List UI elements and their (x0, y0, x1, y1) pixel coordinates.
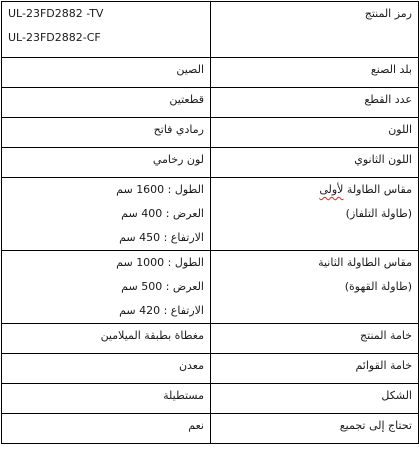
spec-label-assembly: تحتاج إلى تجميع (211, 414, 419, 444)
spec-label-color: اللون (211, 118, 419, 148)
spec-label-product-code: رمز المنتج (211, 2, 419, 58)
spec-row-secondary-color (2, 148, 419, 178)
table-one-label-prefix: مقاس الطاولة (343, 183, 412, 196)
table-one-width: العرض : 400 سم (121, 207, 204, 220)
spec-value-table-one (2, 178, 211, 251)
table-one-label-line1 (217, 178, 412, 202)
table-two-label-line1: مقاس الطاولة الثانية (318, 256, 412, 269)
spec-row-assembly (2, 414, 419, 444)
spec-row-color (2, 118, 419, 148)
spec-value-material: مغطاة بطبقة الميلامين (2, 324, 211, 354)
spec-row-table-two (2, 251, 419, 324)
spec-label-secondary-color: اللون الثانوي (211, 148, 419, 178)
spec-value-pieces: قطعتين (2, 88, 211, 118)
spec-value-origin: الصين (2, 58, 211, 88)
spec-label-material: خامة المنتج (211, 324, 419, 354)
spec-row-pieces (2, 88, 419, 118)
table-one-height: الارتفاع : 450 سم (119, 231, 204, 244)
table-one-label-line2: (طاولة التلفاز) (345, 207, 412, 220)
spec-row-material (2, 324, 419, 354)
spec-value-shape: مستطيلة (2, 384, 211, 414)
spec-label-legs: خامة القوائم (211, 354, 419, 384)
product-code-tv: UL-23FD2882 -TV (8, 7, 104, 20)
product-code-cf: UL-23FD2882-CF (8, 31, 101, 44)
spec-label-origin: بلد الصنع (211, 58, 419, 88)
product-spec-table (1, 1, 419, 444)
spec-row-table-one (2, 178, 419, 251)
spec-value-table-two (2, 251, 211, 324)
spec-row-product-code (2, 2, 419, 58)
spec-label-table-one (211, 178, 419, 251)
spec-value-legs: معدن (2, 354, 211, 384)
spec-row-legs (2, 354, 419, 384)
table-two-label-line2: (طاولة القهوة) (344, 280, 412, 293)
spec-row-origin (2, 58, 419, 88)
table-one-label-underlined: لأولى (319, 183, 344, 196)
spec-value-product-code (2, 2, 211, 58)
spec-value-assembly: نعم (2, 414, 211, 444)
table-two-height: الارتفاع : 420 سم (119, 304, 204, 317)
spec-row-shape (2, 384, 419, 414)
spec-label-shape: الشكل (211, 384, 419, 414)
table-two-width: العرض : 500 سم (121, 280, 204, 293)
spec-label-pieces: عدد القطع (211, 88, 419, 118)
spec-label-table-two (211, 251, 419, 324)
spec-value-color: رمادي فاتح (2, 118, 211, 148)
table-one-length: الطول : 1600 سم (116, 183, 204, 196)
table-two-length: الطول : 1000 سم (116, 256, 204, 269)
spec-value-secondary-color: لون رخامي (2, 148, 211, 178)
